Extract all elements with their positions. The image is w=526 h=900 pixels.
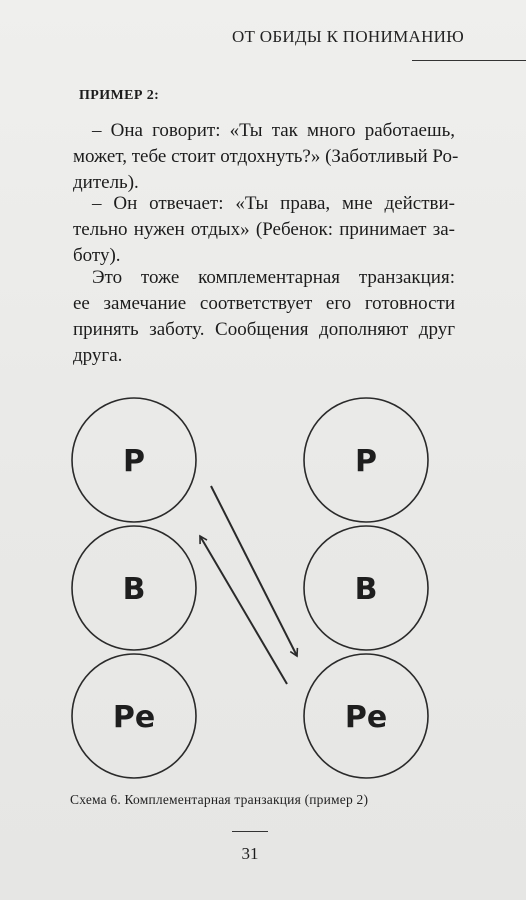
right-child-label: Ре <box>344 700 388 735</box>
left-parent-label: Р <box>123 444 145 479</box>
right-adult-label: В <box>354 572 378 607</box>
left-adult-label: В <box>122 572 146 607</box>
dialogue-1-line-1: – Она говорит: «Ты так много работаешь, <box>92 120 455 141</box>
page-number: 31 <box>241 844 259 863</box>
transaction-diagram <box>0 390 526 780</box>
arrow-parent-to-child <box>211 486 297 656</box>
header-rule <box>412 60 526 61</box>
dialogue-he-answers <box>73 191 455 269</box>
paragraph-line-3: принять заботу. Сообщения дополняют друг <box>73 319 455 340</box>
paragraph-line-2: ее замечание соответствует его готовности <box>73 293 455 314</box>
paragraph-line-4: друга. <box>73 345 123 366</box>
left-child-label: Ре <box>112 700 156 735</box>
dialogue-2-line-3: боту). <box>73 245 121 266</box>
right-parent-label: Р <box>355 444 377 479</box>
right-ego-states <box>304 398 428 778</box>
transaction-diagram-svg <box>0 390 526 780</box>
figure-caption: Схема 6. Комплементарная транзакция (пример 2) <box>70 792 369 807</box>
example-heading: ПРИМЕР 2: <box>79 88 160 103</box>
dialogue-2-line-2: тельно нужен отдых» (Ребенок: принимает за- <box>73 219 455 240</box>
dialogue-1-line-3: дитель). <box>73 172 139 193</box>
dialogue-1-line-2: может, тебе стоит отдохнуть?» (Заботливый Ро- <box>73 146 459 167</box>
explanation-paragraph <box>73 265 455 369</box>
dialogue-2-line-1: – Он отвечает: «Ты права, мне действи- <box>92 193 455 214</box>
footer-rule <box>232 831 268 832</box>
dialogue-she-says <box>73 118 459 196</box>
left-ego-states <box>72 398 196 778</box>
paragraph-line-1: Это тоже комплементарная транзакция: <box>92 267 455 288</box>
running-header: ОТ ОБИДЫ К ПОНИМАНИЮ <box>231 27 464 46</box>
